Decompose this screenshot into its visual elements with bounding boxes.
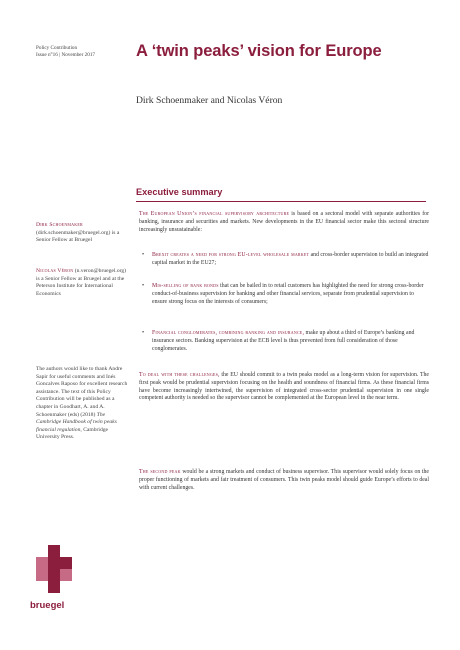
bio-name: Nicolas Véron — [36, 268, 74, 274]
thanks-end: , Cambridge University Press. — [36, 426, 109, 441]
logo-square — [48, 569, 60, 581]
heading-rule — [136, 201, 426, 202]
bruegel-logo-icon — [36, 545, 72, 595]
series-name: Policy Contribution — [36, 45, 78, 51]
second-peak-paragraph — [139, 469, 429, 492]
series-info — [36, 45, 95, 59]
intro-paragraph — [139, 211, 429, 234]
challenges-paragraph — [139, 372, 429, 403]
challenges-lead: To deal with these challenges, — [139, 372, 220, 378]
bullet-marker: • — [142, 283, 145, 289]
bruegel-wordmark: bruegel — [30, 600, 65, 611]
bullet-text: that can be bailed in to retail customers has highlighted the need for strong cross-border conduct-of-business supervision for banking and other financial services, separate from prudential supervision to ensure strong focus on the interests of consumers; — [152, 283, 424, 305]
book-title: The Cambridge Handbook of twin peaks financial regulation — [36, 411, 117, 433]
executive-summary-heading: Executive summary — [136, 187, 223, 197]
logo-square — [60, 557, 72, 569]
second-peak-lead: The second peak — [139, 469, 181, 475]
bullet-item-brexit — [152, 252, 429, 268]
bullet-item-conglomerates — [152, 330, 429, 353]
page-title: A ‘twin peaks’ vision for Europe — [136, 42, 382, 60]
second-peak-text: would be a strong markets and conduct of business supervisor. This supervisor would solely focus on the proper functioning of markets and fair treatment of consumers. This twin peaks model should guide Europe’s efforts to deal with current challenges. — [139, 469, 429, 491]
bullet-text: and cross-border supervision to build an integrated capital market in the EU27; — [152, 252, 429, 266]
bio-text: (dirk.schoenmaker@bruegel.org) is a Senior Fellow at Bruegel — [36, 229, 120, 244]
author-bio-veron — [36, 268, 131, 298]
authors: Dirk Schoenmaker and Nicolas Véron — [136, 95, 283, 106]
bio-text: (n.veron@bruegel.org) is a Senior Fellow at Bruegel and at the Peterson Institute for International Economics — [36, 268, 127, 297]
logo-square — [60, 569, 72, 581]
logo-square — [36, 569, 48, 581]
bullet-marker: • — [142, 330, 145, 336]
bullet-text: make up about a third of Europe’s banking and insurance sectors. Banking supervision at the ECB level is thus prevented from full consideration of those conglomerates. — [152, 330, 415, 352]
bullet-lead: Mis-selling of bank bonds — [152, 283, 219, 289]
author-bio-schoenmaker — [36, 222, 131, 245]
bullet-lead: Brexit creates a need for strong EU-level wholesale market — [152, 252, 310, 258]
thanks-text: The authors would like to thank Andre Sapir for useful comments and Inés Goncalves Raposo for excellent research assistance. The text of this Policy Contribution will be published as a chapter in Goodhart, A. and A. Schoenmaker (eds) (2018) — [36, 366, 128, 418]
intro-lead: The European Union’s financial supervisory architecture — [139, 211, 290, 217]
logo-square — [48, 545, 60, 557]
issue-info: Issue n°16 | November 2017 — [36, 52, 96, 58]
logo-square — [48, 557, 60, 569]
bullet-item-mis-selling — [152, 283, 429, 306]
challenges-text: the EU should commit to a twin peaks model as a long-term vision for supervision. The first peak would be prudential supervision focusing on the health and soundness of financial firms. As these financial firms have become increasingly intertwined, the supervision of integrated cross-sector prudential supervision in one single competent authority is needed so the supervisor cannot be complemented at the European level in the near term. — [139, 372, 429, 402]
logo-square — [48, 581, 60, 593]
bullet-marker: • — [142, 252, 145, 258]
bullet-lead: Financial conglomerates, combining banking and insurance, — [152, 330, 305, 336]
acknowledgements — [36, 366, 131, 442]
logo-square — [36, 557, 48, 569]
intro-text: is based on a sectoral model with separate authorities for banking, insurance and securities and markets. New developments in the EU financial sector make this sectoral structure increasingly unsustainable: — [139, 211, 429, 233]
bio-name: Dirk Schoenmaker — [36, 222, 83, 228]
